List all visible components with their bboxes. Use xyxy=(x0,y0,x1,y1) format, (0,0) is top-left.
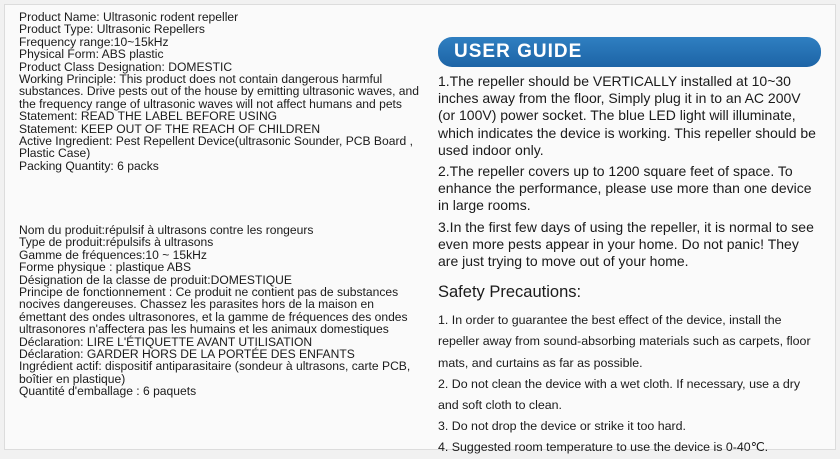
spec-line: Déclaration: GARDER HORS DE LA PORTÉE DES ENFANTS xyxy=(19,347,355,362)
spec-line: Product Type: Ultrasonic Repellers xyxy=(19,22,205,37)
spec-line: Statement: READ THE LABEL BEFORE USING xyxy=(19,109,278,124)
spec-line: Déclaration: LIRE L'ÉTIQUETTE AVANT UTILISATION xyxy=(19,334,313,349)
safety-item: 4. Suggested room temperature to use the device is 0-40℃. xyxy=(438,440,769,455)
spec-line: Packing Quantity: 6 packs xyxy=(19,158,159,173)
user-guide-title: USER GUIDE xyxy=(438,37,821,67)
spec-line: Principe de fonctionnement : Ce produit ne contient pas de substances nocives dangereuses. Chassez les parasites hors de la maison en émettant des ondes ultrasonores, et la gamme de fréquences des ondes ultrasonores n'affectera pas les humains et les animaux domestiques xyxy=(19,285,408,337)
spec-line: Quantité d'emballage : 6 paquets xyxy=(19,384,197,399)
safety-list xyxy=(438,310,821,458)
spec-line: Nom du produit:répulsif à ultrasons contre les rongeurs xyxy=(19,223,314,237)
spec-line: Gamme de fréquences:10 ~ 15kHz xyxy=(19,247,207,262)
user-guide-list xyxy=(438,73,821,270)
instructions-panel xyxy=(438,37,821,459)
spec-line: Frequency range:10~15kHz xyxy=(19,34,169,49)
spec-line: Active Ingredient: Pest Repellent Device(ultrasonic Sounder, PCB Board , Plastic Case) xyxy=(19,134,413,161)
safety-title: Safety Precautions: xyxy=(438,283,582,302)
spec-line: Statement: KEEP OUT OF THE REACH OF CHILDREN xyxy=(19,121,321,136)
label-sheet xyxy=(4,4,836,455)
safety-item: 3. Do not drop the device or strike it too hard. xyxy=(438,419,686,434)
safety-item: 1. In order to guarantee the best effect of the device, install the repeller away from sound-absorbing materials such as carpets, floor mats, and curtains as far as possible. xyxy=(438,313,811,370)
spec-line: Physical Form: ABS plastic xyxy=(19,47,164,62)
spec-line: Ingrédient actif: dispositif antiparasitaire (sondeur à ultrasons, carte PCB, boîtier en plastique) xyxy=(19,359,411,386)
guide-item: 2.The repeller covers up to 1200 square feet of space. To enhance the performance, please use more than one device in large rooms. xyxy=(438,163,812,214)
spec-line: Product Name: Ultrasonic rodent repeller xyxy=(19,10,239,24)
spec-line: Working Principle: This product does not contain dangerous harmful substances. Drive pests out of the house by emitting ultrasonic waves, and the frequency range of ultrasonic waves will not affect humans and pets xyxy=(19,72,419,111)
spec-line: Product Class Designation: DOMESTIC xyxy=(19,59,233,74)
spec-line: Type de produit:répulsifs à ultrasons xyxy=(19,235,214,250)
spec-line: Forme physique : plastique ABS xyxy=(19,260,192,275)
spec-line: Désignation de la classe de produit:DOMESTIQUE xyxy=(19,272,292,287)
english-specs xyxy=(19,11,424,172)
french-specs xyxy=(19,224,424,398)
guide-item: 1.The repeller should be VERTICALLY installed at 10~30 inches away from the floor, Simply plug it in to an AC 200V (or 100V) power socket. The blue LED light will illuminate, which indicates the device is working. This repeller should be used indoor only. xyxy=(438,73,816,158)
safety-item: 2. Do not clean the device with a wet cloth. If necessary, use a dry and soft cloth to clean. xyxy=(438,376,801,413)
guide-item: 3.In the first few days of using the repeller, it is normal to see even more pests appear in your home. Do not panic! They are just trying to move out of your home. xyxy=(438,218,814,270)
